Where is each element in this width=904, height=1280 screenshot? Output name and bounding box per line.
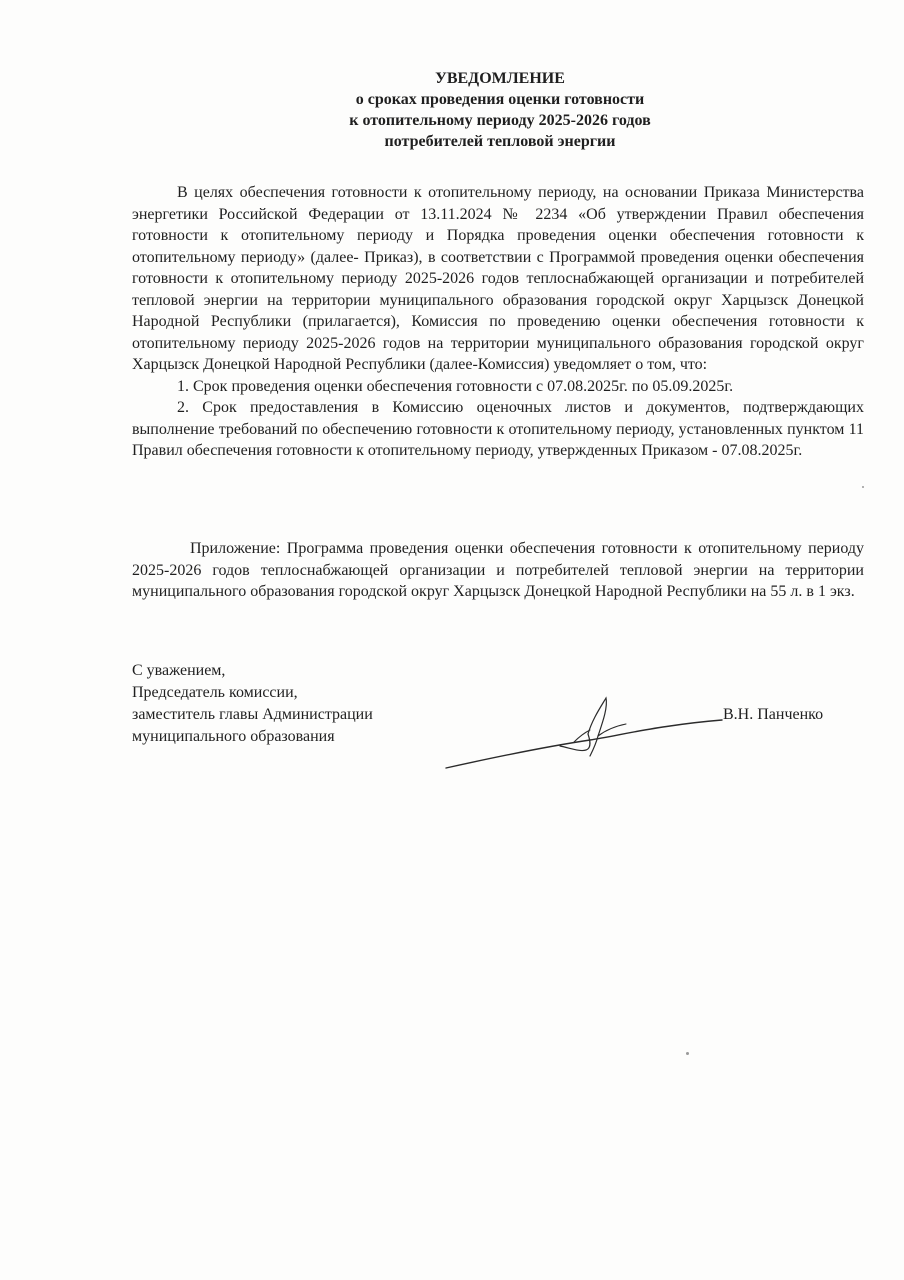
- list-item-2: 2. Срок предоставления в Комиссию оценочных листов и документов, подтверждающих выполнение требований по обеспечению готовности к отопительному периоду, установленных пунктом 11 Правил обеспечения готовности к отопительному периоду, утвержденных Приказом - 07.08.2025г.: [132, 399, 864, 459]
- closing-line: С уважением,: [132, 662, 226, 679]
- main-paragraph: В целях обеспечения готовности к отопительному периоду, на основании Приказа Министерства энергетики Российской Федерации от 13.11.2024 № 2234 «Об утверждении Правил обеспечения готовности к отопительному периоду и Порядка проведения оценки обеспечения готовности к отопительному периоду» (далее- Приказ), в соответствии с Программой проведения оценки обеспечения готовности к отопительному периоду 2025-2026 годов теплоснабжающей организации и потребителей тепловой энергии на территории муниципального образования городской округ Харцызск Донецкой Народной Республики (прилагается), Комиссия по проведению оценки обеспечения готовности к отопительному периоду 2025-2026 годов на территории муниципального образования городской округ Харцызск Донецкой Народной Республики (далее-Комиссия) уведомляет о том, что:: [132, 184, 864, 373]
- signature-block: [132, 660, 373, 748]
- document-header: [48, 68, 904, 152]
- signer-position-3: муниципального образования: [132, 728, 335, 745]
- handwritten-signature: [440, 690, 730, 780]
- scan-speck: [862, 486, 864, 488]
- document-subtitle-line-2: к отопительному периоду 2025-2026 годов: [349, 112, 651, 129]
- document-subtitle-line-1: о сроках проведения оценки готовности: [355, 91, 645, 108]
- signer-name: В.Н. Панченко: [723, 706, 824, 723]
- list-item-1: 1. Срок проведения оценки обеспечения готовности с 07.08.2025г. по 05.09.2025г.: [177, 377, 734, 395]
- appendix-paragraph: Приложение: Программа проведения оценки обеспечения готовности к отопительному периоду 2025-2026 годов теплоснабжающей организации и потребителей тепловой энергии на территории муниципального образования городской округ Харцызск Донецкой Народной Республики на 55 л. в 1 экз.: [132, 540, 864, 600]
- scan-speck: [686, 1052, 689, 1055]
- signer-position-2: заместитель главы Администрации: [132, 706, 373, 723]
- signer-position-1: Председатель комиссии,: [132, 684, 298, 701]
- document-title: УВЕДОМЛЕНИЕ: [435, 70, 565, 87]
- document-body: [132, 182, 864, 462]
- document-subtitle-line-3: потребителей тепловой энергии: [384, 133, 616, 150]
